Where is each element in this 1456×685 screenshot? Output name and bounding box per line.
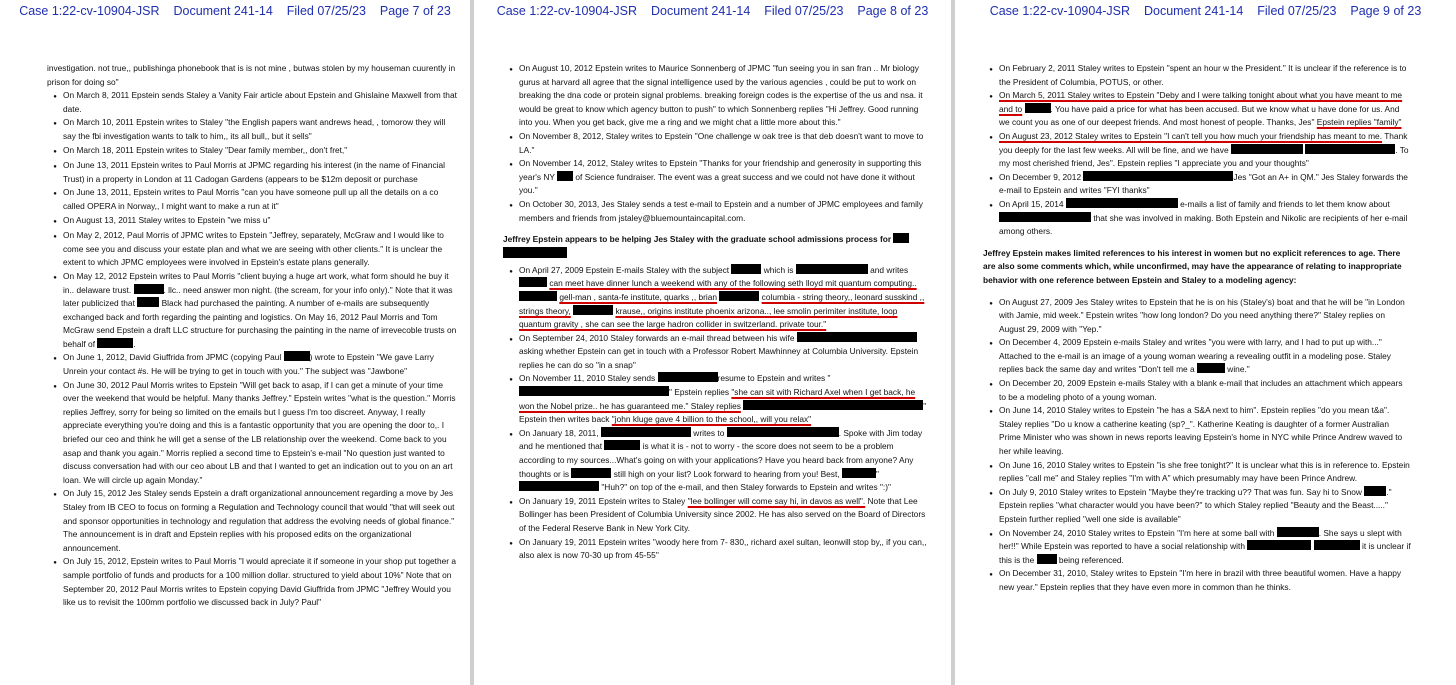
list-item: ● On August 27, 2009 Jes Staley writes to Epstein that he is on his (Staley's) boat and that he will be "in London with Jamie, mid week." Epstein writes "how long london? Do you need anything there?" Staley replies on August 29, 2009 with "Yep." xyxy=(983,296,1411,337)
redaction xyxy=(519,277,547,287)
redaction xyxy=(731,264,761,274)
list-item: ● On July 15, 2012, Epstein writes to Paul Morris "I would apreciate it if someone in your shop put together a sample portfolio of funds and products for a 100 million dollar. structured to yield about 10%" Note that on September 20, 2012 Paul Morris writes to Epstein copying David Giuffrida from JPMC "Jeffrey Would you like us to revisit the 100mm portfolio we discussed back in July? Paul" xyxy=(47,555,459,609)
list-item: ● On August 23, 2012 Staley writes to Epstein "I can't tell you how much your friendship has meant to me. Thank you deeply for the last few weeks. All will be fine, and we have . To my most cherished friend, Jes". Epstein replies "I appreciate you and your thoughts" xyxy=(983,130,1411,171)
list-item: ● On November 8, 2012, Staley writes to Epstein "One challenge w oak tree is that deb doesn't want to move to LA." xyxy=(503,130,930,157)
redaction xyxy=(1277,527,1319,537)
redaction xyxy=(1083,171,1233,181)
list-item: ● On September 24, 2010 Staley forwards an e-mail thread between his wife asking whether Epstein can get in touch with a Professor Robert Mawhinney at Columbia University. Epstein replies he can do so "in a snap" xyxy=(503,332,930,373)
redaction xyxy=(842,468,876,478)
list-item: ● On January 19, 2011 Epstein writes "woody here from 7- 830,, richard axel sultan, leonwill stop by,, if you can,, also alex is now 70-30 up from 45-55" xyxy=(503,536,930,563)
redaction xyxy=(571,468,611,478)
redaction xyxy=(284,351,310,361)
redaction xyxy=(727,427,839,437)
redaction xyxy=(604,440,640,450)
list-item: ● On January 19, 2011 Epstein writes to Staley "lee bollinger will come say hi, in davos as well". Note that Lee Bollinger has been President of Columbia University since 2002. He has also served on the Board of Directors of the Federal Reserve Bank in New York City. xyxy=(503,495,930,536)
redaction xyxy=(1305,144,1395,154)
redaction xyxy=(503,247,567,258)
list-item: ● On April 27, 2009 Epstein E-mails Staley with the subject which is and writes can meet have dinner lunch a weekend with any of the following seth lloyd mit quantum computing.. gell-man , santa-fe institute, quarks ,, brian columbia - string theory,, leonard susskind ,, strings theory, krause,, origins institute phoenix arizona.., lee smolin perimiter institute, loop quantum gravity , she can see the large hadron collider in switzerland. private tour." xyxy=(503,264,930,332)
redaction xyxy=(573,305,613,315)
list-item: ● On March 18, 2011 Epstein writes to Staley "Dear family member,, don't fret," xyxy=(47,144,459,160)
page-7-body xyxy=(47,62,459,610)
page-header: Case 1:22-cv-10904-JSR Document 241-14 Filed 07/25/23 Page 8 of 23 xyxy=(496,4,929,18)
list-item: ● On March 5, 2011 Staley writes to Epstein "Deby and I were talking tonight about what you have meant to me and to . You have paid a price for what has been accused. But we know what u have done for us. And we count you as one of our deepest friends. And most honest of people. Thanks, Jes" Epstein replies "family" xyxy=(983,89,1411,130)
redaction xyxy=(557,171,573,181)
redaction xyxy=(1025,103,1051,113)
list-item: ● On October 30, 2013, Jes Staley sends a test e-mail to Epstein and a number of JPMC employees and family members and friends from jstaley@bluemountaincapital.com. xyxy=(503,198,930,225)
redaction xyxy=(1364,486,1386,496)
redaction xyxy=(601,427,691,437)
redaction xyxy=(1247,540,1311,550)
redaction xyxy=(719,291,759,301)
list-item: ● On June 16, 2010 Staley writes to Epstein "is she free tonight?" It is unclear what this is in reference to. Epstein replies "call me" and Staley replies "I'm with A" which presumably may have been Prince Andrew. xyxy=(983,459,1411,486)
list-item: ● On December 31, 2010, Staley writes to Epstein "I'm here in brazil with three beautiful women. Have a happy new year." Epstein replies that they have even more in common than he thinks. xyxy=(983,567,1411,594)
list-item: ● On June 30, 2012 Paul Morris writes to Epstein "Will get back to asap, if I can get a minute of your time over the weekend that would be helpful. Many thanks Jeffrey." Epstein writes "what is the question." Morris replies Jeffrey, sorry for being so limited on the emails but I guess I'm too discreet. Anyway, I really appreciate everything you're doing and this is a fantastic opportunity that you are opening the door to,. I briefed our ceo and think he will get a sense of the LB relationship over the weekend. Come back to you asap and thank you again." Morris replied a second time to Epstein's e-mail "No question just wanted to discuss conversation had with our ceo about LB and that I wanted to get an indication out to you on an art loan. We will circle up again Monday." xyxy=(47,379,459,488)
list-item: ● On November 14, 2012, Staley writes to Epstein "Thanks for your friendship and generosity in supporting this year's NY of Science fundraiser. The event was a great success and we could not have done it without you." xyxy=(503,157,930,198)
section-heading: Jeffrey Epstein makes limited references to his interest in women but no explicit references to age. There are also some comments which, while unconfirmed, may have the appearance of relating to inappropriate behavior with one reference between Epstein and Staley to a modeling agency: xyxy=(983,247,1402,285)
redaction xyxy=(519,481,599,491)
list-item: ● On May 2, 2012, Paul Morris of JPMC writes to Epstein "Jeffrey, separately, McGraw and I would like to come see you and discuss your estate plan and what we are seeing with other clients." It is unclear the extent to which JPMC employees were involved in Epstein's estate plans generally. xyxy=(47,229,459,270)
redaction xyxy=(796,264,868,274)
list-item: ● On January 18, 2011, writes to . Spoke with Jim today and he mentioned that is what it is - not to worry - the score does not seem to be a problem according to my sources...What's going on with your applications? Have you heard back from anyone? Any thoughts or is still high on your list? Look forward to hearing from you! Best, " "Huh?" on top of the e-mail, and then Staley forwards to Epstein and writes ":)" xyxy=(503,427,930,495)
list-item: ● On March 8, 2011 Epstein sends Staley a Vanity Fair article about Epstein and Ghislaine Maxwell from that date. xyxy=(47,89,459,116)
redaction xyxy=(1066,198,1178,208)
redaction xyxy=(1314,540,1360,550)
list-item: ● On February 2, 2011 Staley writes to Epstein "spent an hour w the President." It is unclear if the reference is to the President of Columbia, POTUS, or other. xyxy=(983,62,1411,89)
page-8-body xyxy=(503,62,930,563)
redaction xyxy=(658,372,718,382)
redaction xyxy=(1231,144,1303,154)
redaction xyxy=(893,233,909,243)
list-item: ● On December 4, 2009 Epstein e-mails Staley and writes "you were with larry, and I had to put up with..." Attached to the e-mail is an image of a young woman wearing a revealing outfit in a modeling pose. Staley replies back the same day and writes "Don't tell me a wine." xyxy=(983,336,1411,377)
continued-text: investigation. not true,, publishinga phonebook that is is not mine , butwas stolen by my houseman cuurently in prison for doing so" xyxy=(47,63,456,87)
page-header: Case 1:22-cv-10904-JSR Document 241-14 Filed 07/25/23 Page 9 of 23 xyxy=(989,4,1422,18)
list-item: ● On June 13, 2011, Epstein writes to Paul Morris "can you have someone pull up all the details on a co called OPERA in Norway,, I might want to make a run at it" xyxy=(47,186,459,213)
list-item: ● On December 20, 2009 Epstein e-mails Staley with a blank e-mail that includes an attachment which appears to be a modeling photo of a young woman. xyxy=(983,377,1411,404)
redaction xyxy=(137,297,159,307)
redaction xyxy=(519,386,669,396)
list-item: ● On June 14, 2010 Staley writes to Epstein "he has a S&A next to him". Epstein replies "do you mean t&a". Staley replies "Do u know a catherine keating (sp?_". Katherine Keating is daughter of a former Australian Prime Minister who was shown in news reports leaving Epstein's home in NYC while Prince Andrew waved to her while leaving. xyxy=(983,404,1411,458)
redaction xyxy=(743,400,923,410)
redaction xyxy=(519,291,557,301)
list-item: ● On November 24, 2010 Staley writes to Epstein "I'm here at some ball with . She says u slept with her!!" While Epstein was reported to have a social relationship with it is unclear if this is the being referenced. xyxy=(983,527,1411,568)
list-item: ● On July 15, 2012 Jes Staley sends Epstein a draft organizational announcement regarding a move by Jes Staley from IB CEO to focus on forming a Regulation and Technology council that would "that will seek out and sponsor opportunities in technology and regulation that address the evolving needs of global finance." The announcement is in draft and Epstein replies with his proposed edits on the organizational announcement. xyxy=(47,487,459,555)
redaction xyxy=(97,338,133,348)
page-9-body xyxy=(983,62,1411,595)
list-item: ● On June 1, 2012, David Giuffrida from JPMC (copying Paul ) wrote to Epstein "We gave Larry Unrein your contact #s. He will be trying to get in touch with you." The subject was "Jawbone" xyxy=(47,351,459,378)
page-header: Case 1:22-cv-10904-JSR Document 241-14 Filed 07/25/23 Page 7 of 23 xyxy=(19,4,451,18)
redaction xyxy=(1037,554,1057,564)
list-item: ● On May 12, 2012 Epstein writes to Paul Morris "client buying a huge art work, what form should he buy it in.. delaware trust. . llc.. need answer mon night. (the scream, for your info only)." Note that it was later publicized that Black had purchased the painting. A number of e-mails are subsequently exchanged back and forth regarding the painting and logistics. On May 16, 2012 Paul Morris and Tom McGraw send Epstein a draft LLC structure for purchasing the painting in the name of irrevecoble trusts on behalf of . xyxy=(47,270,459,352)
list-item: ● On April 15, 2014 e-mails a list of family and friends to let them know about that she was involved in making. Both Epstein and Nikolic are recipients of her e-mail among others. xyxy=(983,198,1411,239)
list-item: ● On March 10, 2011 Epstein writes to Staley "the English papers want andrews head, , tomorow they will say the fbi investigation wants to talk to him,, its all bull,, but it sells" xyxy=(47,116,459,143)
list-item: ● On August 10, 2012 Epstein writes to Maurice Sonnenberg of JPMC "fun seeing you in san fran .. Mr biology gurus at harvard all agree that the signal intelligence used by the various agencies , could be put to work on breaking the dna code or protein signal problems. breaking foreign codes is the expertise of the us and nsa. it would be great to know which agency button to push" to which Sonnenberg replies "Hi Jeffrey. Good running into you. When you get back, give me a ring and we might chat a little more about this." xyxy=(503,62,930,130)
list-item: ● On December 9, 2012 Jes "Got an A+ in QM." Jes Staley forwards the e-mail to Epstein and writes "FYI thanks" xyxy=(983,171,1411,198)
redaction xyxy=(134,284,164,294)
list-item: ● On November 11, 2010 Staley sends resume to Epstein and writes " " Epstein replies "she can sit with Richard Axel when I get back, he won the Nobel prize.. he has guaranteed me." Staley replies " Epstein then writes back "john kluge gave 4 billion to the school,, will you relax" xyxy=(503,372,930,426)
list-item: ● On July 9, 2010 Staley writes to Epstein "Maybe they're tracking u?? That was fun. Say hi to Snow ." Epstein replies "what character would you have been?" to which Staley replied "Beauty and the Beast....." Epstein further replied "well one side is available" xyxy=(983,486,1411,527)
redaction xyxy=(1197,363,1225,373)
redaction xyxy=(999,212,1091,222)
list-item: ● On August 13, 2011 Staley writes to Epstein "we miss u" xyxy=(47,214,459,230)
redaction xyxy=(797,332,917,342)
list-item: ● On June 13, 2011 Epstein writes to Paul Morris at JPMC regarding his interest (in the name of Financial Trust) in a property in London at 11 Cadogan Gardens (appears to be $12m deposit or purchase xyxy=(47,159,459,186)
section-heading: Jeffrey Epstein appears to be helping Jes Staley with the graduate school admissions process for xyxy=(503,233,930,247)
